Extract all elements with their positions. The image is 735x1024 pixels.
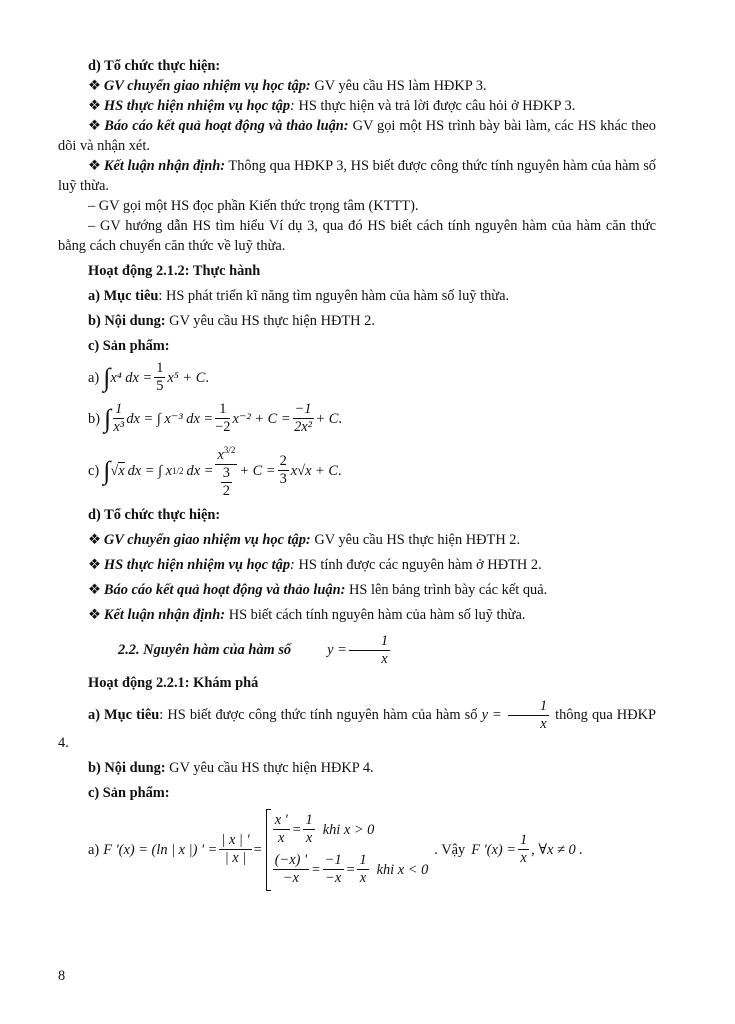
equation-a: a) ∫ x⁴ dx = $\frac{1}{5}$ x⁵ + C . <box>88 360 209 394</box>
objective-212: a) Mục tiêu: HS phát triển kĩ năng tìm nguyên hàm của hàm số luỹ thừa. <box>88 288 510 304</box>
diamond-bullet-icon: ❖ <box>88 118 102 134</box>
fraction: $\frac{1}{5}$ <box>156 360 164 394</box>
diamond-bullet-icon: ❖ <box>88 78 101 94</box>
cases: $\frac{x '}{x}$ = $\frac{1}{x}$ khi x > 0 $\frac{(-x) '}{-x}$ = $\frac{-1}{-x}$ = $\frac{1}{x}$ khi x < 0 <box>274 812 429 887</box>
bullet-bao-cao-2: ❖ Báo cáo kết quả hoạt động và thảo luận: HS lên bảng trình bày các kết quả. <box>88 581 548 598</box>
product-221-heading: c) Sản phẩm: <box>88 784 170 801</box>
bullet-hs-thuc-hien-2: ❖ HS thực hiện nhiệm vụ học tập: HS tính được các nguyên hàm ở HĐTH 2. <box>88 556 542 573</box>
diamond-bullet-icon: ❖ <box>88 158 101 174</box>
section-d-heading: d) Tổ chức thực hiện: <box>88 58 221 74</box>
diamond-bullet-icon: ❖ <box>88 581 101 598</box>
activity-221-heading: Hoạt động 2.2.1: Khám phá <box>88 674 259 691</box>
bullet-gv-chuyen-giao: ❖ GV chuyển giao nhiệm vụ học tập: GV yêu cầu HS làm HĐKP 3. <box>88 78 487 94</box>
dash-item-vi-du: – GV hướng dẫn HS tìm hiểu Ví dụ 3, qua đó HS biết cách tính nguyên hàm của hàm căn thức bằng cách chuyển căn thức về luỹ thừa. <box>58 218 656 254</box>
bullet-ket-luan: ❖ Kết luận nhận định: Thông qua HĐKP 3, HS biết được công thức tính nguyên hàm của hàm số luỹ thừa. <box>58 158 656 194</box>
diamond-bullet-icon: ❖ <box>88 531 101 548</box>
content-221: b) Nội dung: GV yêu cầu HS thực hiện HĐKP 4. <box>88 759 374 776</box>
fraction: $\frac{x^{3/2}}{\frac{3}{2}}$ <box>215 442 237 500</box>
diamond-bullet-icon: ❖ <box>88 98 101 114</box>
fraction: $\frac{1}{x}$ <box>508 698 549 733</box>
bullet-gv-chuyen-giao-2: ❖ GV chuyển giao nhiệm vụ học tập: GV yêu cầu HS thực hiện HĐTH 2. <box>88 531 521 548</box>
fraction: $\frac{1}{\text{x³}}$ <box>113 401 125 435</box>
fraction: $\frac{-1}{\text{2x²}}$ <box>294 401 312 435</box>
content-212: b) Nội dung: GV yêu cầu HS thực hiện HĐTH 2. <box>88 313 375 329</box>
bullet-bao-cao: ❖ Báo cáo kết quả hoạt động và thảo luận: GV gọi một HS trình bày bài làm, các HS khác theo dõi và nhận xét. <box>58 118 656 154</box>
objective-221: a) Mục tiêu: HS biết được công thức tính nguyên hàm của hàm số y = $\frac{1}{x}$ thông qua HĐKP 4. <box>58 697 656 751</box>
fraction: $\frac{1}{x}$ <box>519 832 528 867</box>
equation-b: b) ∫ $\frac{1}{\text{x³}}$ dx = ∫ x⁻³ dx = $\frac{1}{-2}$ x⁻² + C = $\frac{-1}{\text{2x²}}$ + C . <box>88 401 343 435</box>
fraction: $\frac{1}{-2}$ <box>215 401 231 435</box>
section-22-heading: 2.2. Nguyên hàm của hàm số y = $\frac{1}{x}$ <box>118 632 389 667</box>
document-page <box>58 56 656 891</box>
equation-c: c) ∫ √x dx = ∫ x 1/2 dx = $\frac{x^{3/2}}{\frac{3}{2}}$ + C = $\frac{2}{3}$ x√x + C . <box>88 442 656 500</box>
bullet-ket-luan-2: ❖ Kết luận nhận định: HS biết cách tính nguyên hàm của hàm số luỹ thừa. <box>88 606 526 623</box>
activity-212-heading: Hoạt động 2.1.2: Thực hành <box>88 263 261 279</box>
section-d-heading-2: d) Tổ chức thực hiện: <box>88 506 221 523</box>
diamond-bullet-icon: ❖ <box>88 556 101 573</box>
fraction: $\frac{| x | '}{| x |}$ <box>221 832 250 867</box>
dash-item-kttt: – GV gọi một HS đọc phần Kiến thức trọng tâm (KTTT). <box>88 198 419 214</box>
fraction: $\frac{1}{x}$ <box>349 633 390 668</box>
equation-derivative: a) F '(x) = (ln | x |) ' = $\frac{| x | '}{| x |}$ = $\frac{x '}{x}$ = $\frac{1}{x}$ khi x > 0 $\frac{(-x) '}{-x}$ = $\frac{-1}{-x}$ = $\frac{1}{x}$ khi x < 0 . Vậy F '(x) = $\frac{1}{x}$ , ∀x ≠ 0 . <box>88 809 656 891</box>
diamond-bullet-icon: ❖ <box>88 606 101 623</box>
bullet-hs-thuc-hien: ❖ HS thực hiện nhiệm vụ học tập: HS thực hiện và trả lời được câu hỏi ở HĐKP 3. <box>88 98 576 114</box>
product-212-heading: c) Sản phẩm: <box>88 338 170 354</box>
page-number: 8 <box>58 968 66 984</box>
radical: √x <box>110 462 125 479</box>
fraction: $\frac{2}{3}$ <box>279 453 287 488</box>
